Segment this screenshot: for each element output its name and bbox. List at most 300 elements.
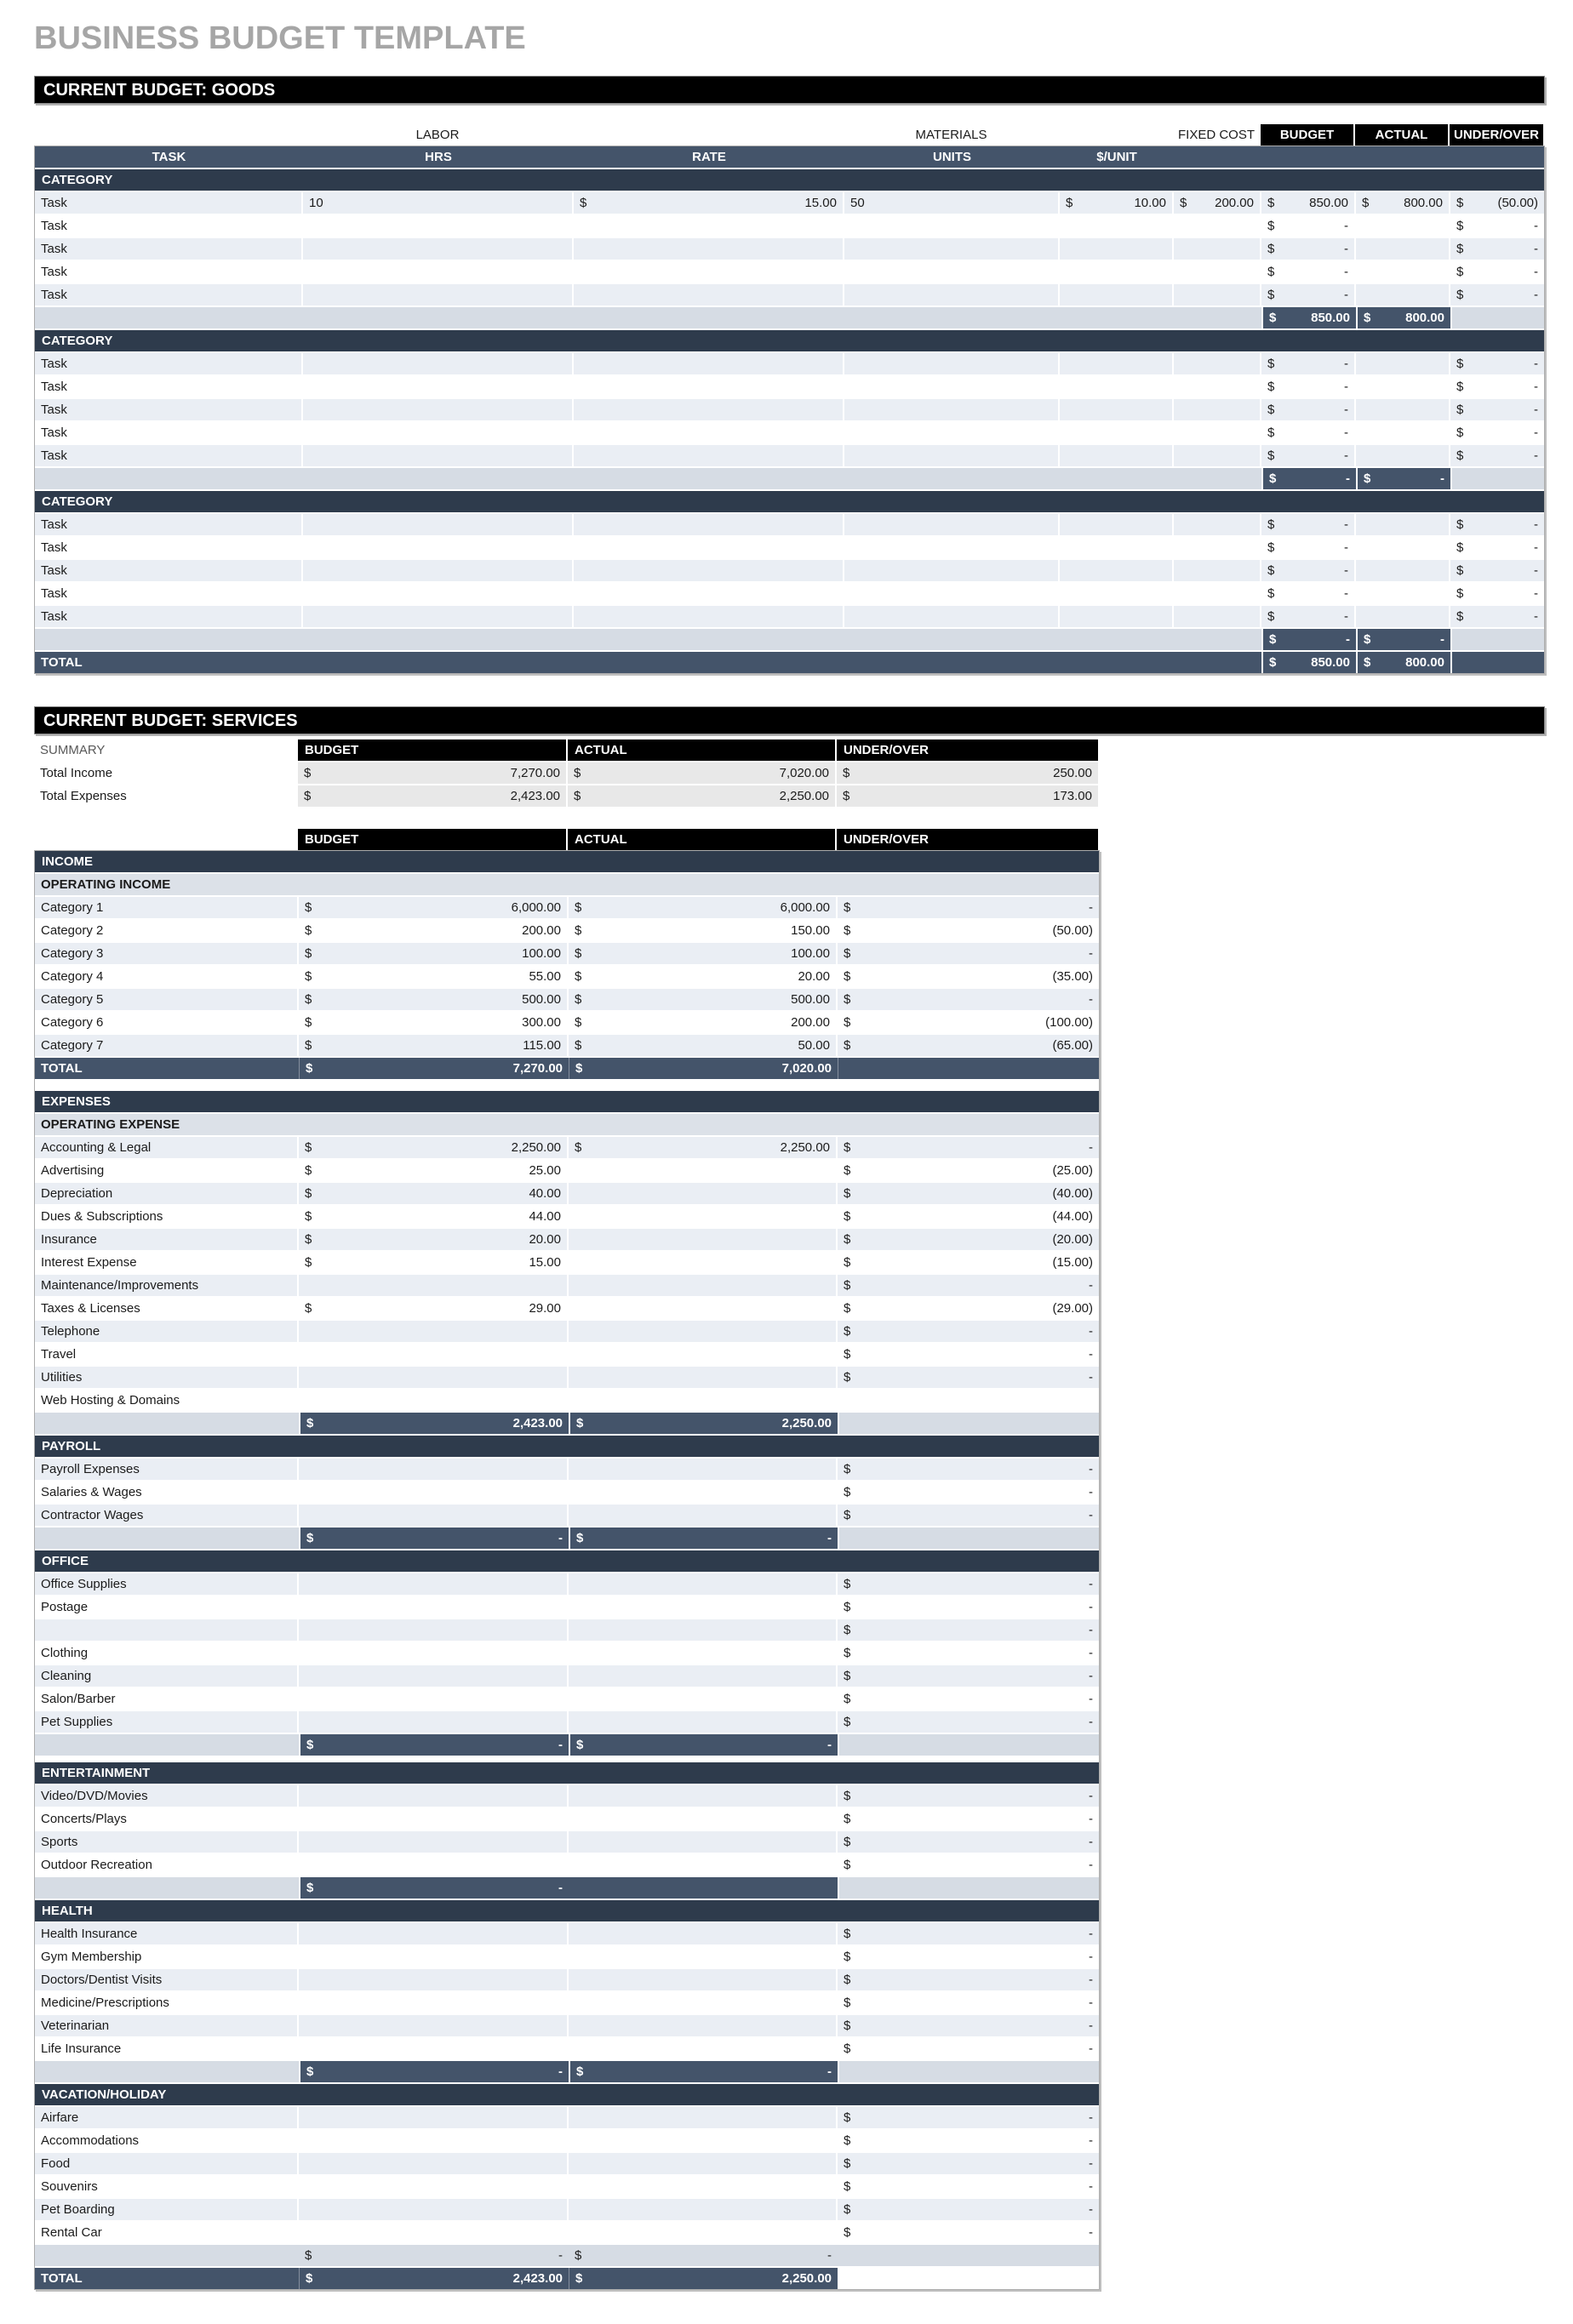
cell-hrs[interactable] xyxy=(303,514,574,535)
cell-fixed[interactable] xyxy=(1174,284,1261,305)
cell-rate[interactable] xyxy=(574,514,844,535)
row-label[interactable]: Video/DVD/Movies xyxy=(35,1785,299,1807)
cell-actual[interactable] xyxy=(569,1459,838,1480)
cell-unit_cost[interactable] xyxy=(1060,284,1174,305)
cell-under-over[interactable] xyxy=(838,1459,1099,1480)
cell-under-over[interactable] xyxy=(838,2130,1099,2151)
cell-under-over[interactable] xyxy=(838,920,1099,941)
cell-actual[interactable] xyxy=(569,1665,838,1687)
row-label[interactable]: Depreciation xyxy=(35,1183,299,1204)
row-label[interactable]: Pet Boarding xyxy=(35,2199,299,2220)
cell-actual[interactable] xyxy=(569,1619,838,1641)
cell-under-over[interactable] xyxy=(838,1969,1099,1990)
cell-budget[interactable] xyxy=(1261,422,1356,443)
row-label[interactable]: Concerts/Plays xyxy=(35,1808,299,1830)
cell-hrs[interactable] xyxy=(303,376,574,397)
row-label[interactable]: Interest Expense xyxy=(35,1252,299,1273)
row-label[interactable]: Food xyxy=(35,2153,299,2174)
cell-budget[interactable] xyxy=(299,1160,569,1181)
cell-hrs[interactable] xyxy=(303,583,574,604)
cell-fixed[interactable] xyxy=(1174,606,1261,627)
cell-budget[interactable] xyxy=(1261,606,1356,627)
cell-unit_cost[interactable] xyxy=(1060,583,1174,604)
cell-task[interactable]: Task xyxy=(35,560,303,581)
cell-budget[interactable] xyxy=(1261,261,1356,283)
cell-rate[interactable] xyxy=(574,284,844,305)
row-label[interactable]: Medicine/Prescriptions xyxy=(35,1992,299,2013)
cell-actual[interactable] xyxy=(569,2107,838,2128)
row-label[interactable]: Web Hosting & Domains xyxy=(35,1390,299,1411)
cell-units[interactable] xyxy=(844,606,1060,627)
cell-actual[interactable] xyxy=(1356,422,1450,443)
cell-budget[interactable] xyxy=(299,1275,569,1296)
row-label[interactable]: Category 6 xyxy=(35,1012,299,1033)
cell-rate[interactable] xyxy=(574,560,844,581)
cell-under-over[interactable] xyxy=(838,2015,1099,2036)
cell-rate[interactable] xyxy=(574,261,844,283)
row-label[interactable]: Maintenance/Improvements xyxy=(35,1275,299,1296)
cell-hrs[interactable] xyxy=(303,399,574,420)
cell-units[interactable] xyxy=(844,215,1060,237)
cell-under-over[interactable] xyxy=(838,943,1099,964)
row-label[interactable]: Salaries & Wages xyxy=(35,1482,299,1503)
row-label[interactable]: Postage xyxy=(35,1596,299,1618)
cell-budget[interactable] xyxy=(299,2015,569,2036)
cell-unit_cost[interactable] xyxy=(1060,537,1174,558)
cell-budget[interactable] xyxy=(1261,284,1356,305)
cell-budget[interactable] xyxy=(299,1619,569,1641)
cell-budget[interactable] xyxy=(1261,353,1356,374)
cell-budget[interactable] xyxy=(299,1854,569,1876)
cell-budget[interactable] xyxy=(299,2199,569,2220)
cell-budget[interactable] xyxy=(299,1992,569,2013)
cell-task[interactable]: Task xyxy=(35,514,303,535)
cell-under-over[interactable] xyxy=(838,1946,1099,1967)
summary-under-over[interactable] xyxy=(837,762,1098,784)
cell-budget[interactable] xyxy=(299,1711,569,1733)
cell-unit_cost[interactable] xyxy=(1060,560,1174,581)
row-label[interactable]: Dues & Subscriptions xyxy=(35,1206,299,1227)
cell-budget[interactable] xyxy=(299,897,569,918)
cell-budget[interactable] xyxy=(1261,537,1356,558)
cell-task[interactable]: Task xyxy=(35,261,303,283)
cell-fixed[interactable] xyxy=(1174,445,1261,466)
cell-actual[interactable] xyxy=(569,1344,838,1365)
cell-hrs[interactable] xyxy=(303,606,574,627)
cell-under-over[interactable] xyxy=(838,1596,1099,1618)
row-label[interactable]: Sports xyxy=(35,1831,299,1853)
cell-actual[interactable] xyxy=(569,1785,838,1807)
cell-task[interactable]: Task xyxy=(35,376,303,397)
cell-budget[interactable] xyxy=(299,989,569,1010)
cell-unit_cost[interactable] xyxy=(1060,376,1174,397)
cell-under-over[interactable] xyxy=(838,1321,1099,1342)
cell-under-over[interactable] xyxy=(838,2199,1099,2220)
cell-unit_cost[interactable] xyxy=(1060,422,1174,443)
cell-budget[interactable] xyxy=(1261,445,1356,466)
cell-fixed[interactable] xyxy=(1174,353,1261,374)
cell-actual[interactable] xyxy=(569,1808,838,1830)
cell-under[interactable] xyxy=(1450,606,1544,627)
cell-under-over[interactable] xyxy=(838,1482,1099,1503)
row-label[interactable]: Clothing xyxy=(35,1642,299,1664)
cell-budget[interactable] xyxy=(299,1367,569,1388)
cell-actual[interactable] xyxy=(1356,353,1450,374)
cell-rate[interactable] xyxy=(574,445,844,466)
cell-under[interactable] xyxy=(1450,537,1544,558)
row-label[interactable]: Souvenirs xyxy=(35,2176,299,2197)
cell-unit_cost[interactable] xyxy=(1060,238,1174,260)
cell-budget[interactable] xyxy=(1261,560,1356,581)
cell-actual[interactable] xyxy=(569,920,838,941)
cell-budget[interactable] xyxy=(299,2038,569,2059)
cell-budget[interactable] xyxy=(299,1505,569,1526)
cell-under-over[interactable] xyxy=(838,1573,1099,1595)
row-label[interactable]: Category 2 xyxy=(35,920,299,941)
cell-under-over[interactable] xyxy=(838,2038,1099,2059)
row-label[interactable]: Travel xyxy=(35,1344,299,1365)
cell-budget[interactable] xyxy=(299,1688,569,1710)
cell-budget[interactable] xyxy=(299,1642,569,1664)
cell-under-over[interactable] xyxy=(838,897,1099,918)
cell-actual[interactable] xyxy=(1356,399,1450,420)
cell-task[interactable]: Task xyxy=(35,583,303,604)
cell-actual[interactable] xyxy=(569,1206,838,1227)
cell-actual[interactable] xyxy=(569,1367,838,1388)
cell-under[interactable] xyxy=(1450,445,1544,466)
cell-under-over[interactable] xyxy=(838,2176,1099,2197)
cell-under[interactable] xyxy=(1450,422,1544,443)
cell-budget[interactable] xyxy=(299,1785,569,1807)
cell-unit_cost[interactable] xyxy=(1060,445,1174,466)
row-label[interactable]: Airfare xyxy=(35,2107,299,2128)
cell-actual[interactable] xyxy=(569,2153,838,2174)
cell-hrs[interactable] xyxy=(303,261,574,283)
cell-rate[interactable] xyxy=(574,537,844,558)
cell-actual[interactable] xyxy=(569,1275,838,1296)
cell-hrs[interactable] xyxy=(303,215,574,237)
cell-budget[interactable] xyxy=(299,1183,569,1204)
cell-under-over[interactable] xyxy=(838,2222,1099,2243)
cell-actual[interactable] xyxy=(569,1573,838,1595)
cell-unit_cost[interactable] xyxy=(1060,215,1174,237)
cell-fixed[interactable] xyxy=(1174,192,1261,214)
cell-task[interactable]: Task xyxy=(35,284,303,305)
cell-actual[interactable] xyxy=(1356,238,1450,260)
row-label[interactable]: Veterinarian xyxy=(35,2015,299,2036)
cell-actual[interactable] xyxy=(1356,560,1450,581)
cell-fixed[interactable] xyxy=(1174,514,1261,535)
cell-rate[interactable] xyxy=(574,422,844,443)
summary-actual[interactable] xyxy=(568,762,837,784)
cell-under[interactable] xyxy=(1450,353,1544,374)
cell-budget[interactable] xyxy=(299,2130,569,2151)
cell-actual[interactable] xyxy=(569,1160,838,1181)
cell-hrs[interactable] xyxy=(303,238,574,260)
cell-budget[interactable] xyxy=(1261,192,1356,214)
cell-under-over[interactable] xyxy=(838,1831,1099,1853)
cell-units[interactable] xyxy=(844,583,1060,604)
row-label[interactable]: Taxes & Licenses xyxy=(35,1298,299,1319)
cell-rate[interactable] xyxy=(574,376,844,397)
cell-budget[interactable] xyxy=(299,1482,569,1503)
cell-actual[interactable] xyxy=(569,2015,838,2036)
cell-actual[interactable] xyxy=(1356,376,1450,397)
row-label[interactable]: Office Supplies xyxy=(35,1573,299,1595)
cell-budget[interactable] xyxy=(299,1573,569,1595)
cell-under[interactable] xyxy=(1450,215,1544,237)
summary-budget[interactable] xyxy=(298,785,568,807)
cell-budget[interactable] xyxy=(299,1229,569,1250)
cell-hrs[interactable] xyxy=(303,560,574,581)
cell-task[interactable]: Task xyxy=(35,399,303,420)
summary-under-over[interactable] xyxy=(837,785,1098,807)
cell-under[interactable] xyxy=(1450,514,1544,535)
row-label[interactable]: Outdoor Recreation xyxy=(35,1854,299,1876)
cell-actual[interactable] xyxy=(1356,445,1450,466)
cell-actual[interactable] xyxy=(569,966,838,987)
cell-under-over[interactable] xyxy=(838,1206,1099,1227)
cell-units[interactable] xyxy=(844,560,1060,581)
cell-under-over[interactable] xyxy=(838,1505,1099,1526)
cell-unit_cost[interactable] xyxy=(1060,192,1174,214)
row-label[interactable]: Accommodations xyxy=(35,2130,299,2151)
cell-actual[interactable] xyxy=(1356,537,1450,558)
cell-actual[interactable] xyxy=(569,2130,838,2151)
cell-under-over[interactable] xyxy=(838,1619,1099,1641)
cell-units[interactable] xyxy=(844,238,1060,260)
cell-rate[interactable] xyxy=(574,192,844,214)
cell-under-over[interactable] xyxy=(838,1160,1099,1181)
row-label[interactable]: Payroll Expenses xyxy=(35,1459,299,1480)
cell-budget[interactable] xyxy=(299,943,569,964)
cell-under-over[interactable] xyxy=(838,1183,1099,1204)
cell-units[interactable] xyxy=(844,399,1060,420)
cell-actual[interactable] xyxy=(569,989,838,1010)
cell-task[interactable]: Task xyxy=(35,238,303,260)
row-label[interactable]: Insurance xyxy=(35,1229,299,1250)
cell-units[interactable] xyxy=(844,537,1060,558)
cell-actual[interactable] xyxy=(569,1298,838,1319)
row-label[interactable]: Rental Car xyxy=(35,2222,299,2243)
cell-under-over[interactable] xyxy=(838,1665,1099,1687)
cell-under-over[interactable] xyxy=(838,1137,1099,1158)
cell-budget[interactable] xyxy=(299,1665,569,1687)
cell-under-over[interactable] xyxy=(838,966,1099,987)
cell-under-over[interactable] xyxy=(838,1367,1099,1388)
cell-under-over[interactable] xyxy=(838,1785,1099,1807)
cell-units[interactable] xyxy=(844,445,1060,466)
cell-budget[interactable] xyxy=(299,1012,569,1033)
row-label[interactable]: Gym Membership xyxy=(35,1946,299,1967)
row-label[interactable]: Category 5 xyxy=(35,989,299,1010)
cell-under[interactable] xyxy=(1450,560,1544,581)
cell-unit_cost[interactable] xyxy=(1060,353,1174,374)
cell-under-over[interactable] xyxy=(838,1298,1099,1319)
cell-actual[interactable] xyxy=(569,1831,838,1853)
cell-budget[interactable] xyxy=(299,1969,569,1990)
cell-actual[interactable] xyxy=(569,1137,838,1158)
cell-budget[interactable] xyxy=(299,2176,569,2197)
cell-budget[interactable] xyxy=(299,1252,569,1273)
cell-unit_cost[interactable] xyxy=(1060,514,1174,535)
cell-budget[interactable] xyxy=(299,2107,569,2128)
cell-actual[interactable] xyxy=(1356,284,1450,305)
cell-budget[interactable] xyxy=(299,1206,569,1227)
cell-budget[interactable] xyxy=(299,1035,569,1056)
cell-fixed[interactable] xyxy=(1174,537,1261,558)
cell-actual[interactable] xyxy=(569,2199,838,2220)
cell-task[interactable]: Task xyxy=(35,422,303,443)
row-label[interactable]: Category 4 xyxy=(35,966,299,987)
cell-under[interactable] xyxy=(1450,583,1544,604)
cell-budget[interactable] xyxy=(1261,238,1356,260)
cell-units[interactable] xyxy=(844,376,1060,397)
cell-units[interactable] xyxy=(844,514,1060,535)
cell-fixed[interactable] xyxy=(1174,215,1261,237)
cell-hrs[interactable] xyxy=(303,445,574,466)
cell-fixed[interactable] xyxy=(1174,376,1261,397)
cell-units[interactable] xyxy=(844,284,1060,305)
row-label[interactable]: Contractor Wages xyxy=(35,1505,299,1526)
row-label[interactable]: Cleaning xyxy=(35,1665,299,1687)
cell-rate[interactable] xyxy=(574,238,844,260)
cell-actual[interactable] xyxy=(569,897,838,918)
cell-under-over[interactable] xyxy=(838,1275,1099,1296)
cell-under-over[interactable] xyxy=(838,1808,1099,1830)
cell-under-over[interactable] xyxy=(838,1642,1099,1664)
cell-under-over[interactable] xyxy=(838,1344,1099,1365)
cell-actual[interactable] xyxy=(1356,583,1450,604)
cell-budget[interactable] xyxy=(299,1808,569,1830)
cell-budget[interactable] xyxy=(299,1459,569,1480)
cell-under[interactable] xyxy=(1450,376,1544,397)
row-label[interactable] xyxy=(35,1619,299,1641)
cell-rate[interactable] xyxy=(574,215,844,237)
cell-budget[interactable] xyxy=(299,1946,569,1967)
row-label[interactable]: Category 1 xyxy=(35,897,299,918)
cell-actual[interactable] xyxy=(569,2038,838,2059)
cell-budget[interactable] xyxy=(299,2222,569,2243)
row-label[interactable]: Doctors/Dentist Visits xyxy=(35,1969,299,1990)
cell-hrs[interactable] xyxy=(303,353,574,374)
cell-under-over[interactable] xyxy=(838,1229,1099,1250)
cell-under[interactable] xyxy=(1450,261,1544,283)
cell-budget[interactable] xyxy=(299,920,569,941)
cell-under-over[interactable] xyxy=(838,989,1099,1010)
cell-actual[interactable] xyxy=(569,1012,838,1033)
cell-actual[interactable] xyxy=(569,1505,838,1526)
row-label[interactable]: Utilities xyxy=(35,1367,299,1388)
cell-actual[interactable] xyxy=(569,943,838,964)
cell-under[interactable] xyxy=(1450,192,1544,214)
cell-hrs[interactable] xyxy=(303,537,574,558)
cell-fixed[interactable] xyxy=(1174,560,1261,581)
cell-actual[interactable] xyxy=(569,1482,838,1503)
cell-budget[interactable] xyxy=(299,966,569,987)
summary-actual[interactable] xyxy=(568,785,837,807)
cell-under[interactable] xyxy=(1450,399,1544,420)
cell-actual[interactable] xyxy=(569,1035,838,1056)
cell-actual[interactable] xyxy=(1356,192,1450,214)
cell-actual[interactable] xyxy=(569,1688,838,1710)
cell-hrs[interactable]: 10 xyxy=(303,192,574,214)
cell-task[interactable]: Task xyxy=(35,606,303,627)
cell-task[interactable]: Task xyxy=(35,445,303,466)
cell-budget[interactable] xyxy=(299,1344,569,1365)
row-label[interactable]: Advertising xyxy=(35,1160,299,1181)
cell-actual[interactable] xyxy=(1356,606,1450,627)
row-label[interactable]: Life Insurance xyxy=(35,2038,299,2059)
cell-unit_cost[interactable] xyxy=(1060,606,1174,627)
cell-fixed[interactable] xyxy=(1174,422,1261,443)
cell-budget[interactable] xyxy=(299,1298,569,1319)
row-label[interactable]: Accounting & Legal xyxy=(35,1137,299,1158)
cell-actual[interactable] xyxy=(569,1596,838,1618)
cell-actual[interactable] xyxy=(569,2222,838,2243)
cell-fixed[interactable] xyxy=(1174,238,1261,260)
cell-under-over[interactable] xyxy=(838,1923,1099,1944)
cell-actual[interactable] xyxy=(1356,514,1450,535)
cell-actual[interactable] xyxy=(569,1321,838,1342)
cell-budget[interactable] xyxy=(299,2153,569,2174)
row-label[interactable]: Category 3 xyxy=(35,943,299,964)
cell-actual[interactable] xyxy=(569,1969,838,1990)
cell-hrs[interactable] xyxy=(303,422,574,443)
cell-actual[interactable] xyxy=(569,2176,838,2197)
cell-actual[interactable] xyxy=(1356,261,1450,283)
cell-budget[interactable] xyxy=(299,1321,569,1342)
cell-under-over[interactable] xyxy=(838,1012,1099,1033)
cell-budget[interactable] xyxy=(1261,399,1356,420)
cell-under-over[interactable] xyxy=(838,1711,1099,1733)
cell-budget[interactable] xyxy=(299,1596,569,1618)
cell-actual[interactable] xyxy=(569,1711,838,1733)
cell-fixed[interactable] xyxy=(1174,583,1261,604)
row-label[interactable]: Health Insurance xyxy=(35,1923,299,1944)
cell-actual[interactable] xyxy=(569,1992,838,2013)
cell-budget[interactable] xyxy=(299,1923,569,1944)
cell-units[interactable] xyxy=(844,422,1060,443)
cell-under-over[interactable] xyxy=(838,1992,1099,2013)
cell-under-over[interactable] xyxy=(838,1854,1099,1876)
cell-fixed[interactable] xyxy=(1174,261,1261,283)
cell-budget[interactable] xyxy=(1261,376,1356,397)
cell-actual[interactable] xyxy=(569,1642,838,1664)
row-label[interactable]: Telephone xyxy=(35,1321,299,1342)
cell-task[interactable]: Task xyxy=(35,215,303,237)
cell-units[interactable] xyxy=(844,261,1060,283)
cell-budget[interactable] xyxy=(299,1831,569,1853)
row-label[interactable]: Category 7 xyxy=(35,1035,299,1056)
cell-actual[interactable] xyxy=(569,1923,838,1944)
cell-unit_cost[interactable] xyxy=(1060,399,1174,420)
cell-under-over[interactable] xyxy=(838,2153,1099,2174)
cell-budget[interactable] xyxy=(1261,514,1356,535)
cell-actual[interactable] xyxy=(569,1183,838,1204)
cell-rate[interactable] xyxy=(574,353,844,374)
cell-fixed[interactable] xyxy=(1174,399,1261,420)
row-label[interactable]: Pet Supplies xyxy=(35,1711,299,1733)
cell-units[interactable]: 50 xyxy=(844,192,1060,214)
cell-units[interactable] xyxy=(844,353,1060,374)
cell-rate[interactable] xyxy=(574,399,844,420)
cell-under[interactable] xyxy=(1450,238,1544,260)
cell-task[interactable]: Task xyxy=(35,192,303,214)
cell-under-over[interactable] xyxy=(838,1688,1099,1710)
row-label[interactable]: Salon/Barber xyxy=(35,1688,299,1710)
cell-actual[interactable] xyxy=(569,1252,838,1273)
